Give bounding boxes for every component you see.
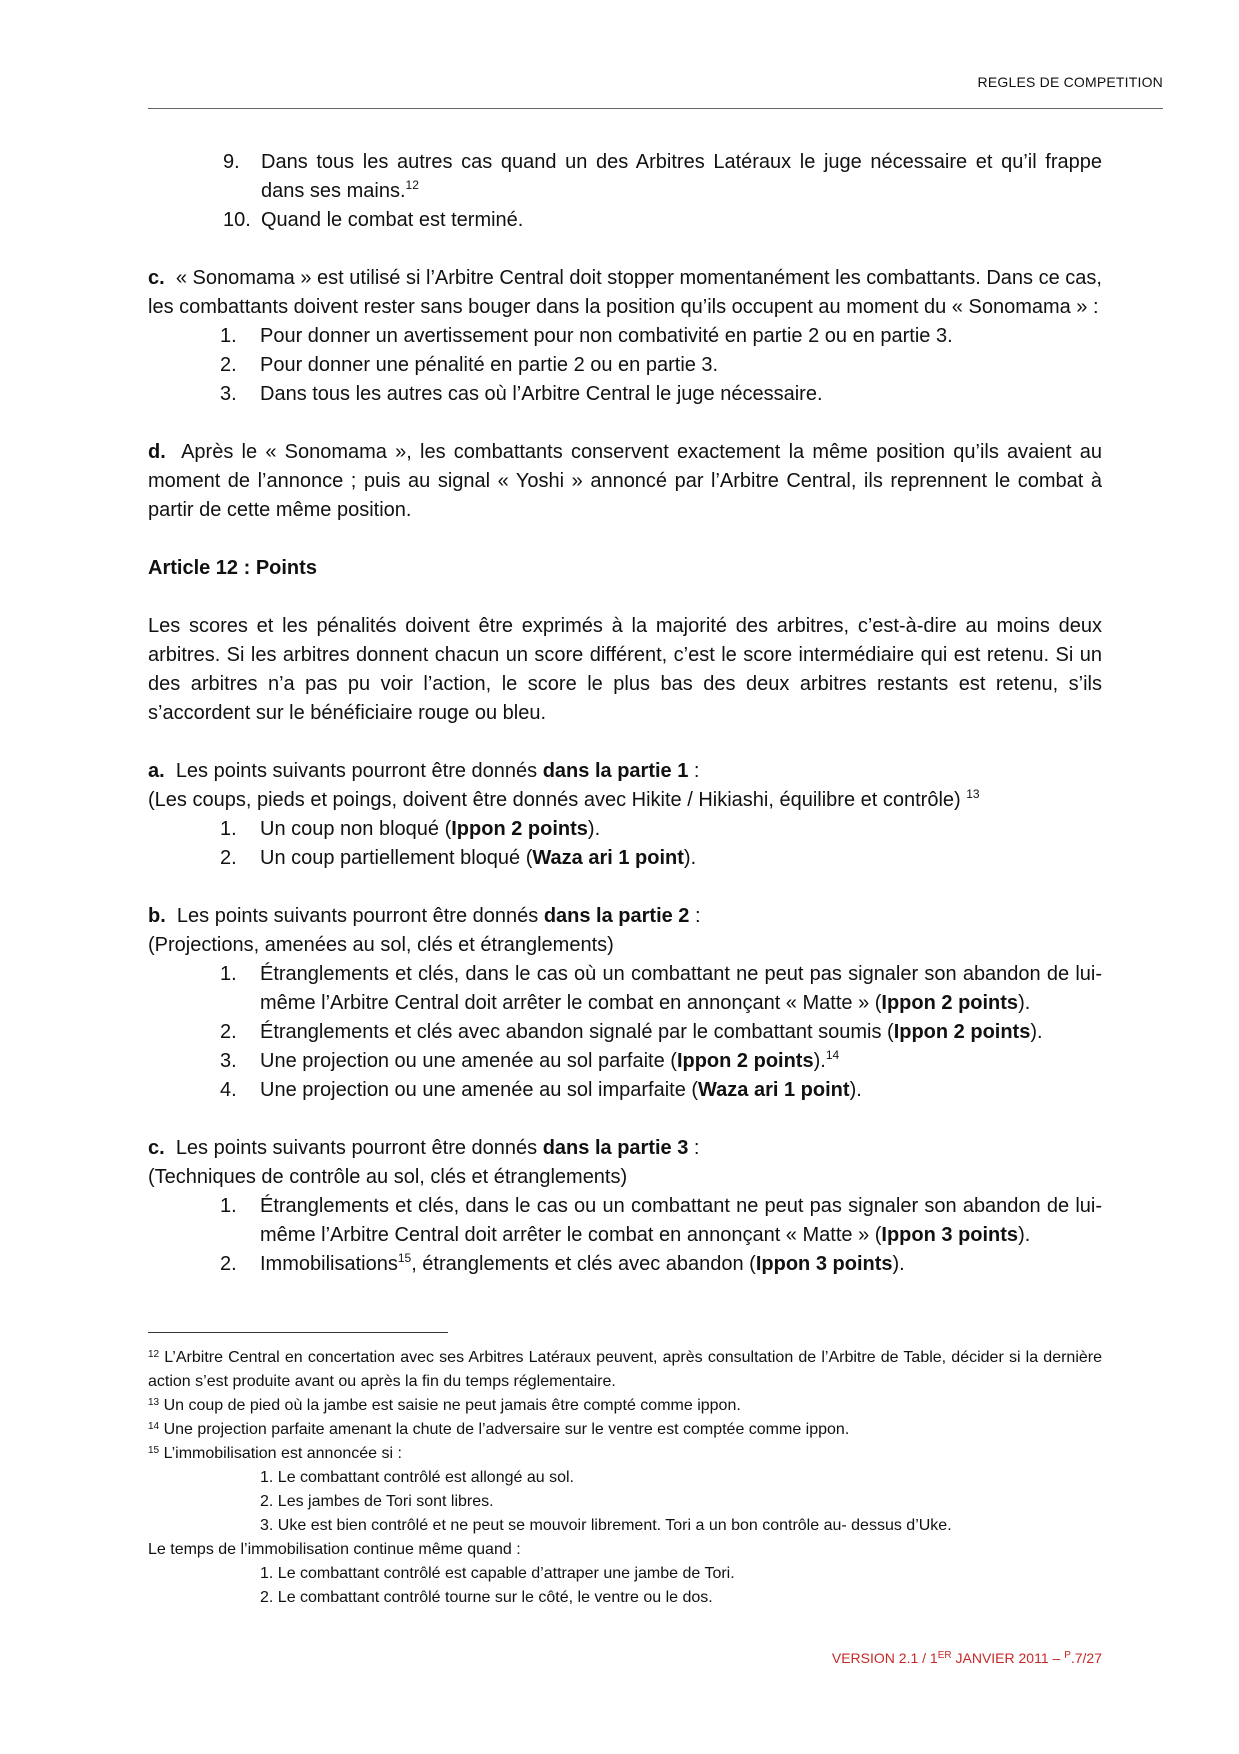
footnote-15-item: 3. Uke est bien contrôlé et ne peut se mouvoir librement. Tori a un bon contrôle au- dessus d’Uke. — [260, 1517, 952, 1534]
footnote-separator — [148, 1332, 448, 1333]
header-title: REGLES DE COMPETITION — [977, 74, 1163, 90]
part-c-list — [148, 1192, 1102, 1279]
list-item: 1. Étranglements et clés, dans le cas ou un combattant ne peut pas signaler son abandon de lui-même l’Arbitre Central doit arrêter le combat en annonçant « Matte » (Ippon 3 points). — [220, 1195, 1102, 1246]
section-c-list — [148, 322, 1102, 409]
footnote-15-item: 2. Le combattant contrôlé tourne sur le côté, le ventre ou le dos. — [260, 1589, 713, 1606]
part-b-heading: b. Les points suivants pourront être donnés dans la partie 2 : — [148, 905, 701, 927]
part-c-heading: c. Les points suivants pourront être donnés dans la partie 3 : — [148, 1137, 700, 1159]
article-title: Article 12 : Points — [148, 557, 317, 579]
part-b-note: (Projections, amenées au sol, clés et étranglements) — [148, 934, 614, 956]
list-item: 9. Dans tous les autres cas quand un des Arbitres Latéraux le juge nécessaire et qu’il frappe dans ses mains.$^{12}$ — [223, 151, 1102, 202]
list-item: 2. Étranglements et clés avec abandon signalé par le combattant soumis (Ippon 2 points). — [220, 1021, 1043, 1043]
footnote-15-item: 2. Les jambes de Tori sont libres. — [260, 1493, 494, 1510]
footnote-15-item: 1. Le combattant contrôlé est allongé au sol. — [260, 1469, 574, 1486]
list-item: 1. Un coup non bloqué (Ippon 2 points). — [220, 818, 601, 840]
list-item: 2. Un coup partiellement bloqué (Waza ari 1 point). — [220, 847, 697, 869]
header-rule — [148, 108, 1163, 109]
footnote-ref-14[interactable]: 14 — [825, 1048, 840, 1062]
section-c-paragraph: c. « Sonomama » est utilisé si l’Arbitre Central doit stopper momentanément les combattants. Dans ce cas, les combattants doivent rester sans bouger dans la position qu’ils occupent au moment du « Sonomama » : — [148, 267, 1102, 318]
footnote-13: $^{13}$ Un coup de pied où la jambe est saisie ne peut jamais être compté comme ippon. — [148, 1397, 741, 1414]
footnote-14: $^{14}$ Une projection parfaite amenant la chute de l’adversaire sur le ventre est comptée comme ippon. — [148, 1421, 850, 1438]
footnote-15-continuation: Le temps de l’immobilisation continue même quand : — [148, 1541, 521, 1558]
list-item: 4. Une projection ou une amenée au sol imparfaite (Waza ari 1 point). — [220, 1079, 862, 1101]
running-header — [148, 74, 1163, 90]
list-item: 3. Dans tous les autres cas où l’Arbitre Central le juge nécessaire. — [220, 383, 823, 405]
footnote-ref-15[interactable]: 15 — [397, 1251, 412, 1265]
footnote-ref-12[interactable]: 12 — [405, 178, 419, 192]
page-number: .7/27 — [1070, 1650, 1102, 1666]
article-intro: Les scores et les pénalités doivent être exprimés à la majorité des arbitres, c’est-à-dire au moins deux arbitres. Si les arbitres donnent chacun un score différent, c’est le score intermédiaire qui est retenu. Si un des arbitres n’a pas pu voir l’action, le score le plus bas des deux arbitres restants est retenu, s’ils s’accordent sur le bénéficiaire rouge ou bleu. — [148, 615, 1102, 724]
part-a-note: (Les coups, pieds et poings, doivent être donnés avec Hikite / Hikiashi, équilibre et contrôle) $^{13}$ — [148, 787, 980, 811]
footnote-12: $^{12}$ L’Arbitre Central en concertation avec ses Arbitres Latéraux peuvent, après consultation de l’Arbitre de Table, décider si la dernière action s’est produite avant ou après la fin du temps réglementaire. — [148, 1349, 1102, 1390]
footnote-15-item: 1. Le combattant contrôlé est capable d’attraper une jambe de Tori. — [260, 1565, 735, 1582]
page-footer: VERSION 2.1 / 1ER JANVIER 2011 – $^P$.7/27 — [831, 1650, 1102, 1666]
list-item: 1. Pour donner un avertissement pour non combativité en partie 2 ou en partie 3. — [220, 325, 953, 347]
list-item: 2. Pour donner une pénalité en partie 2 ou en partie 3. — [220, 354, 719, 376]
list-item: 1. Étranglements et clés, dans le cas où un combattant ne peut pas signaler son abandon de lui-même l’Arbitre Central doit arrêter le combat en annonçant « Matte » (Ippon 2 points). — [220, 963, 1102, 1014]
footnote-15: $^{15}$ L’immobilisation est annoncée si : — [148, 1445, 402, 1462]
section-d-paragraph: d. Après le « Sonomama », les combattants conservent exactement la même position qu’ils avaient au moment de l’annonce ; puis au signal « Yoshi » annoncé par l’Arbitre Central, ils reprennent le combat à partir de cette même position. — [148, 441, 1102, 521]
part-b-list — [148, 960, 1102, 1105]
footnote-ref-13[interactable]: 13 — [966, 787, 980, 801]
part-a-heading: a. Les points suivants pourront être donnés dans la partie 1 : — [148, 760, 700, 782]
footnotes — [148, 1346, 1102, 1610]
list-item: 2. Immobilisations$^{15}$, étranglements et clés avec abandon (Ippon 3 points). — [220, 1251, 905, 1275]
list-item: 10. Quand le combat est terminé. — [223, 209, 524, 231]
part-a-list — [148, 815, 1102, 873]
part-c-note: (Techniques de contrôle au sol, clés et étranglements) — [148, 1166, 628, 1188]
list-item: 3. Une projection ou une amenée au sol parfaite (Ippon 2 points).$^{14}$ — [220, 1048, 840, 1072]
page-body — [148, 148, 1102, 1279]
top-list — [148, 148, 1102, 235]
